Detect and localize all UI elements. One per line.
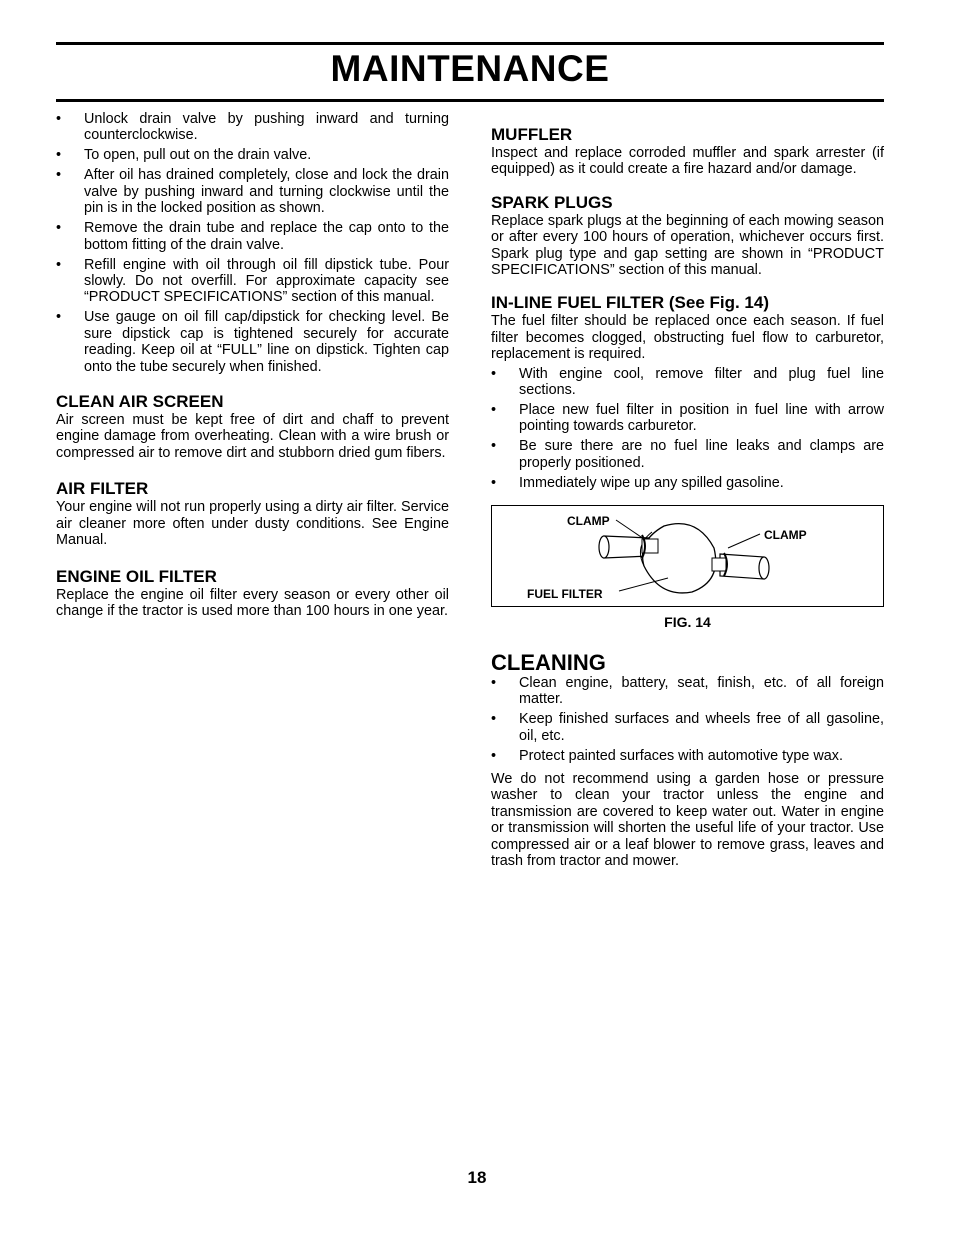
list-item: • Keep finished surfaces and wheels free of all gasoline, oil, etc. [491,711,884,744]
fuel-filter-text: The fuel filter should be replaced once each season. If fuel filter becomes clogged, obstructing fuel flow to carburetor, replacement is required. [491,313,884,363]
fuel-filter-label: FUEL FILTER [527,587,603,602]
top-rule [56,42,884,45]
cleaning-text: We do not recommend using a garden hose or pressure washer to clean your tractor unless the engine and transmission are covered to keep water out. Water in engine or transmission will shorten the useful life of your tractor. Use compressed air or a leaf blower to remove grass, leaves and trash from tractor and mower. [491,770,884,869]
muffler-text: Inspect and replace corroded muffler and spark arrester (if equipped) as it could create a fire hazard and/or damage. [491,145,884,178]
list-item: • Protect painted surfaces with automotive type wax. [491,748,884,764]
list-item: • Clean engine, battery, seat, finish, etc. of all foreign matter. [491,675,884,708]
oil-change-steps [56,111,449,375]
clean-air-screen-heading: CLEAN AIR SCREEN [56,392,224,412]
spark-plugs-heading: SPARK PLUGS [491,192,613,212]
list-item: • Unlock drain valve by pushing inward and turning counterclockwise. [56,111,449,144]
list-item: • Remove the drain tube and replace the cap onto to the bottom fitting of the drain valve. [56,220,449,253]
air-filter-heading: AIR FILTER [56,479,149,499]
fuel-filter-steps [491,366,884,492]
fuel-filter-figure [491,505,884,607]
list-item: • With engine cool, remove filter and plug fuel line sections. [491,366,884,399]
page-number: 18 [467,1168,487,1187]
muffler-heading: MUFFLER [491,125,573,144]
spark-plugs-text: Replace spark plugs at the beginning of each mowing season or after every 100 hours of operation, whichever occurs first. Spark plug type and gap setting are shown in “PRODUCT SPECIFICATIONS” section of this manual. [491,212,884,279]
engine-oil-filter-heading: ENGINE OIL FILTER [56,566,217,586]
clamp-label-left: CLAMP [567,514,610,529]
fuel-filter-heading: IN-LINE FUEL FILTER (See Fig. 14) [491,293,770,313]
list-item: • Place new fuel filter in position in fuel line with arrow pointing towards carburetor. [491,402,884,435]
list-item: • Refill engine with oil through oil fill dipstick tube. Pour slowly. Do not overfill. For approximate capacity see “PRODUCT SPECIFICATIONS” section of this manual. [56,257,449,306]
cleaning-heading: CLEANING [491,649,606,675]
list-item: • To open, pull out on the drain valve. [56,147,449,163]
title-underline [56,99,884,102]
list-item: • Immediately wipe up any spilled gasoline. [491,475,884,491]
figure-caption: FIG. 14 [664,614,711,631]
clean-air-screen-text: Air screen must be kept free of dirt and chaff to prevent engine damage from overheating. Clean with a wire brush or compressed air to remove dirt and stubborn dried gum fibers. [56,412,449,461]
list-item: • Use gauge on oil fill cap/dipstick for checking level. Be sure dipstick cap is tightened securely for accurate reading. Keep oil at “FULL” line on dipstick. Tighten cap onto the tube securely when finished. [56,309,449,375]
right-column [491,108,884,869]
engine-oil-filter-text: Replace the engine oil filter every season or every other oil change if the tractor is used more than 100 hours in one year. [56,586,449,619]
air-filter-text: Your engine will not run properly using a dirty air filter. Service air cleaner more often under dusty conditions. See Engine Manual. [56,499,450,549]
list-item: • Be sure there are no fuel line leaks and clamps are properly positioned. [491,438,884,471]
left-column [56,108,449,619]
list-item: • After oil has drained completely, close and lock the drain valve by pushing inward and turning clockwise until the pin is in the locked position as shown. [56,167,449,216]
clamp-label-right: CLAMP [764,528,807,543]
page-title: MAINTENANCE [330,48,610,89]
cleaning-steps [491,675,884,764]
